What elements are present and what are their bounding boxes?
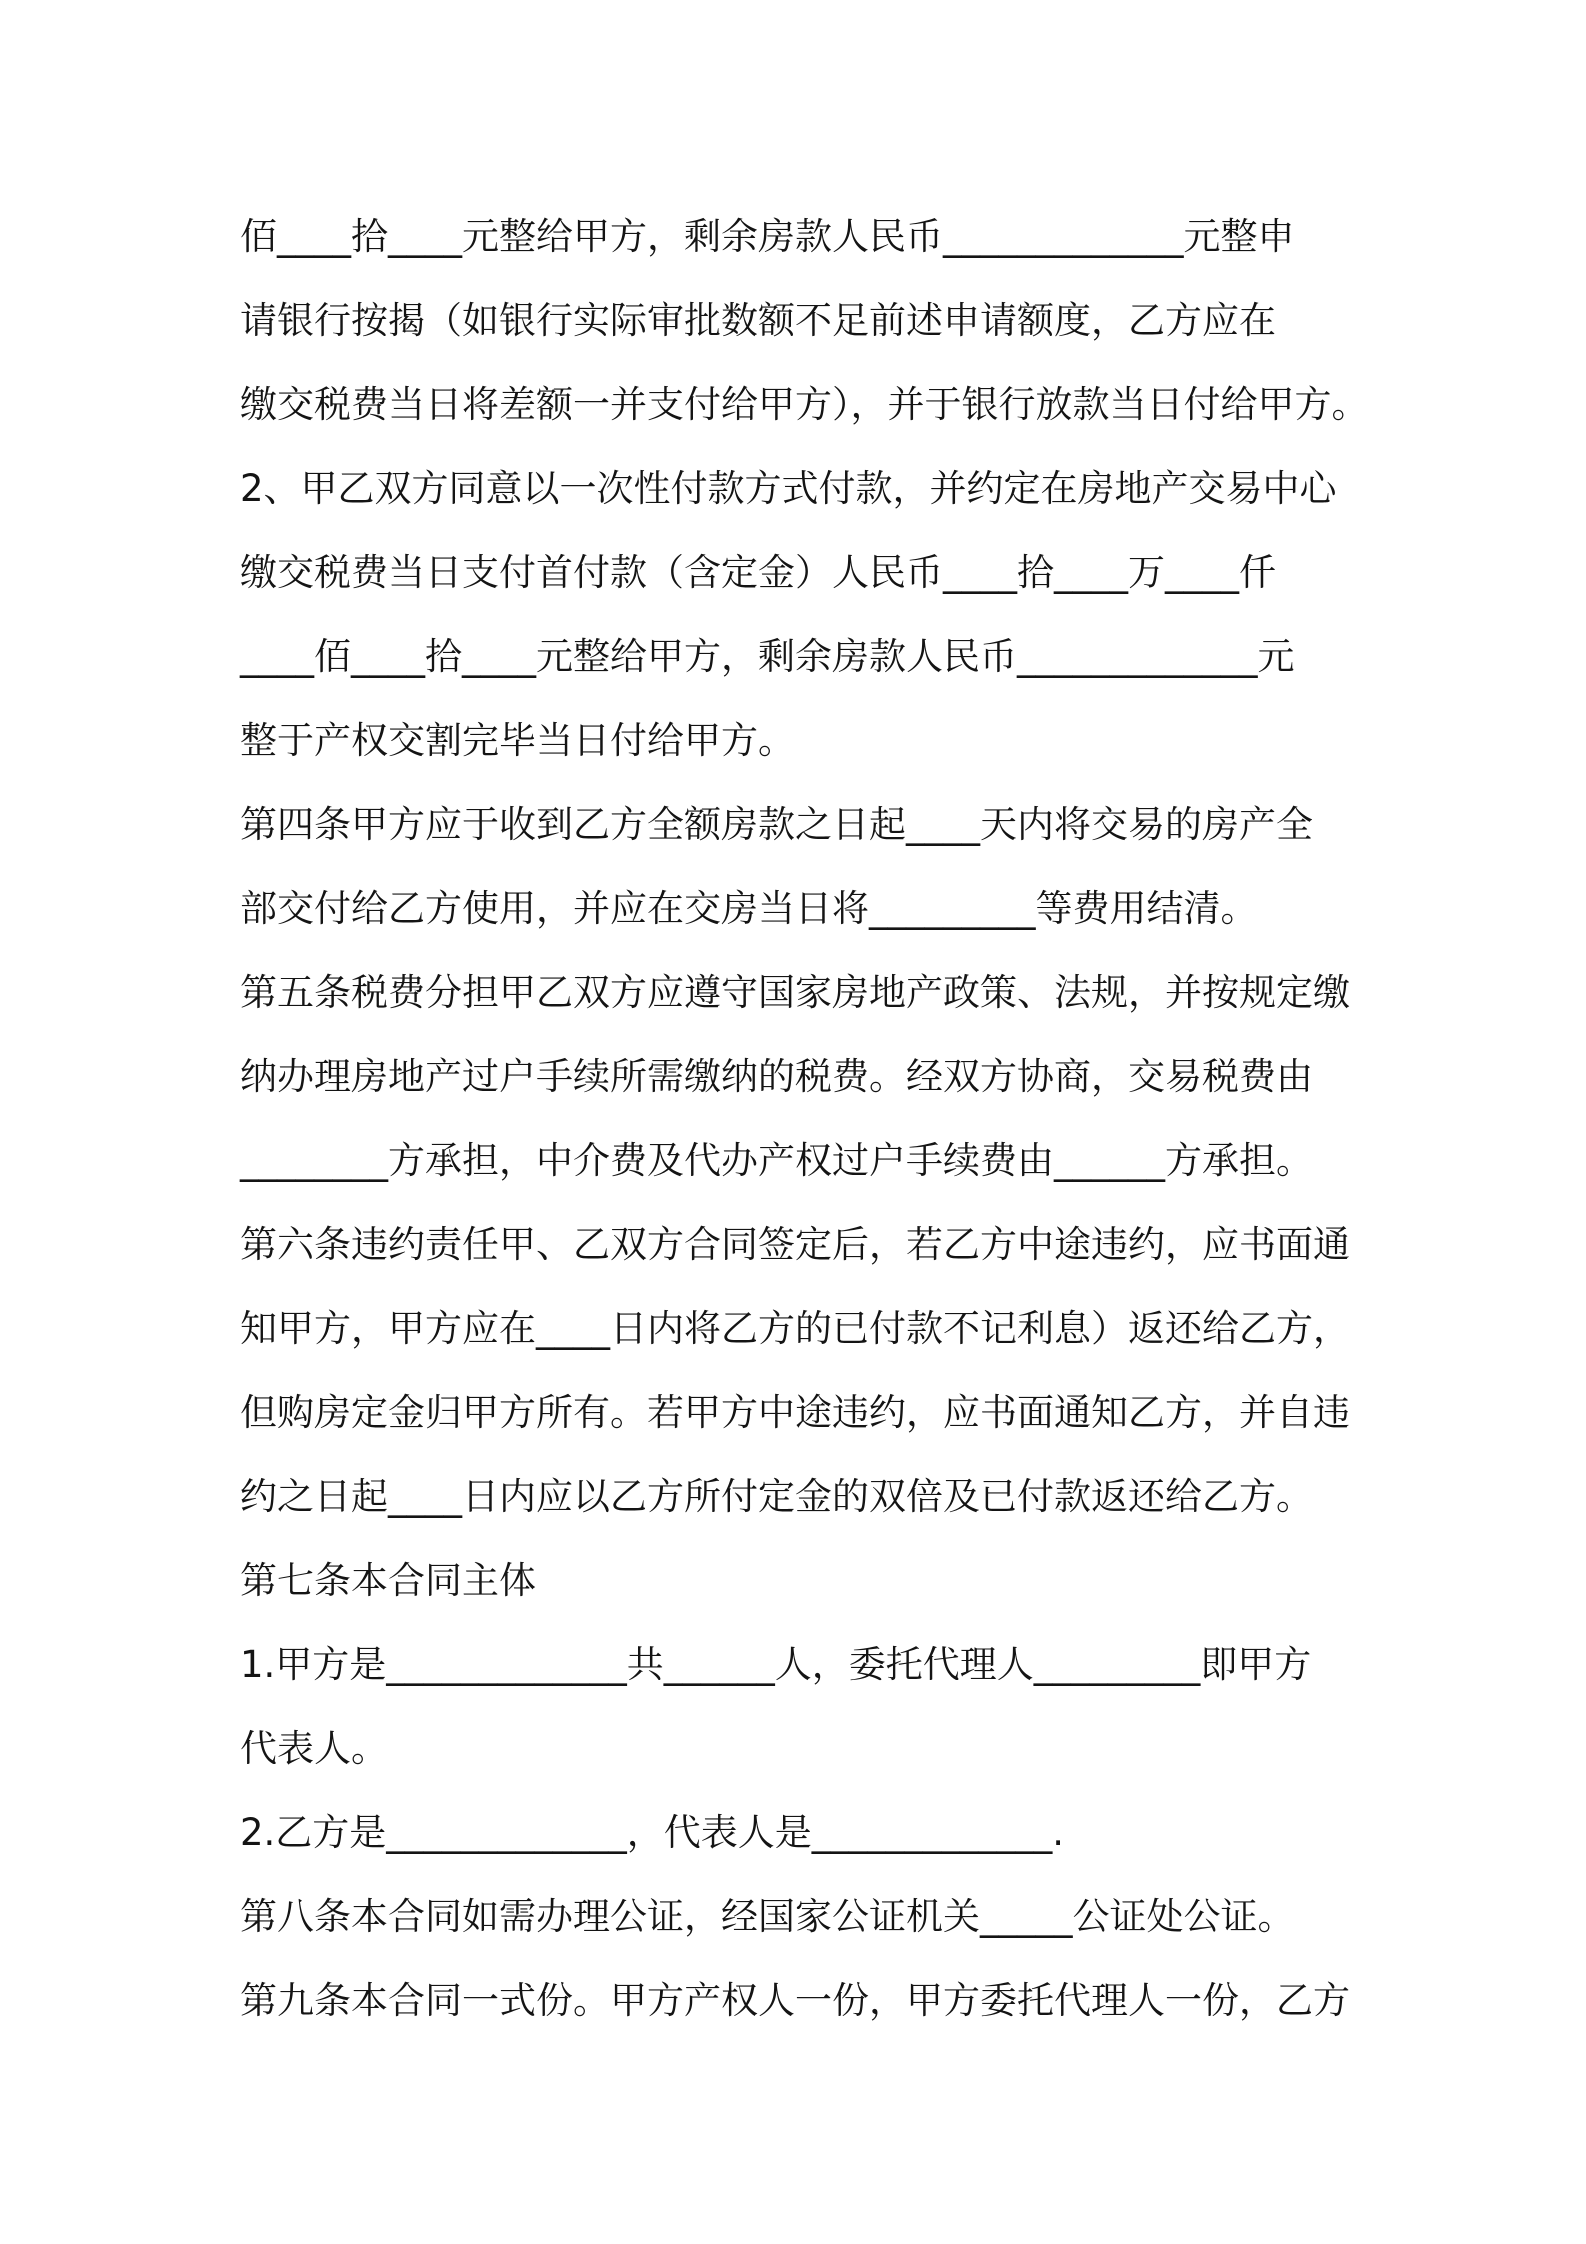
text-line-6: ____佰____拾____元整给甲方，剩余房款人民币_____________元 bbox=[240, 635, 1295, 678]
text-line-16: 约之日起____日内应以乙方所付定金的双倍及已付款返还给乙方。 bbox=[240, 1475, 1313, 1518]
text-line-13: 第六条违约责任甲、乙双方合同签定后，若乙方中途违约，应书面通 bbox=[240, 1223, 1350, 1266]
text-line-3: 缴交税费当日将差额一并支付给甲方），并于银行放款当日付给甲方。 bbox=[240, 383, 1369, 426]
text-line-12: ________方承担，中介费及代办产权过户手续费由______方承担。 bbox=[240, 1139, 1313, 1182]
contract-body bbox=[240, 195, 1420, 2043]
text-line-11: 纳办理房地产过户手续所需缴纳的税费。经双方协商，交易税费由 bbox=[240, 1055, 1313, 1098]
text-line-19: 代表人。 bbox=[240, 1727, 388, 1770]
text-line-10: 第五条税费分担甲乙双方应遵守国家房地产政策、法规，并按规定缴 bbox=[240, 971, 1350, 1014]
text-line-9: 部交付给乙方使用，并应在交房当日将_________等费用结清。 bbox=[240, 887, 1258, 930]
text-line-22: 第九条本合同一式份。甲方产权人一份，甲方委托代理人一份，乙方 bbox=[240, 1979, 1350, 2022]
text-line-5: 缴交税费当日支付首付款（含定金）人民币____拾____万____仟 bbox=[240, 551, 1276, 594]
text-line-21: 第八条本合同如需办理公证，经国家公证机关_____公证处公证。 bbox=[240, 1895, 1295, 1938]
text-line-8: 第四条甲方应于收到乙方全额房款之日起____天内将交易的房产全 bbox=[240, 803, 1313, 846]
text-line-18: 1.甲方是_____________共______人，委托代理人_________即甲方 bbox=[240, 1643, 1312, 1686]
text-line-20: 2.乙方是_____________，代表人是_____________. bbox=[240, 1811, 1065, 1854]
text-line-1: 佰____拾____元整给甲方，剩余房款人民币_____________元整申 bbox=[240, 215, 1295, 258]
text-line-2: 请银行按揭（如银行实际审批数额不足前述申请额度，乙方应在 bbox=[240, 299, 1276, 342]
text-line-7: 整于产权交割完毕当日付给甲方。 bbox=[240, 719, 795, 762]
text-line-17: 第七条本合同主体 bbox=[240, 1559, 536, 1602]
text-line-15: 但购房定金归甲方所有。若甲方中途违约，应书面通知乙方，并自违 bbox=[240, 1391, 1350, 1434]
text-line-14: 知甲方，甲方应在____日内将乙方的已付款不记利息）返还给乙方， bbox=[240, 1307, 1350, 1350]
text-line-4: 2、甲乙双方同意以一次性付款方式付款，并约定在房地产交易中心 bbox=[240, 467, 1337, 510]
